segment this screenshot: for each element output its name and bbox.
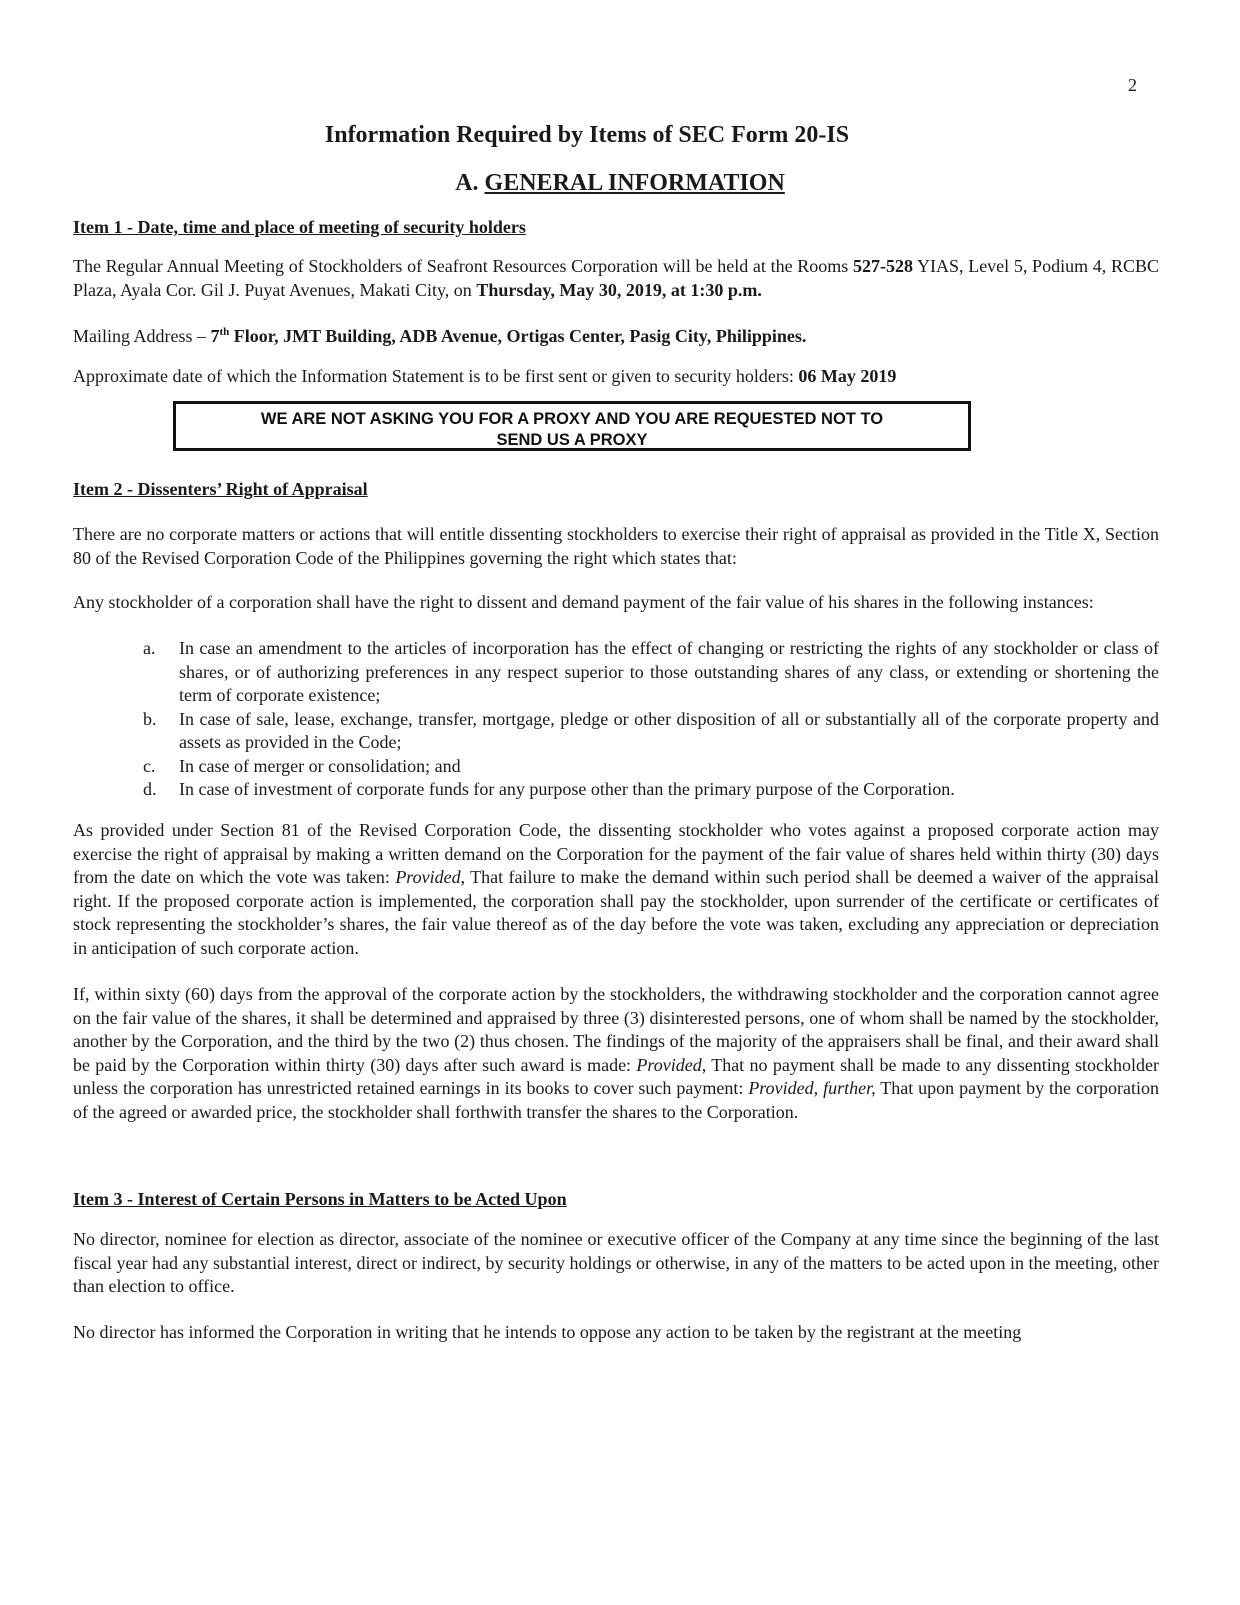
section-heading [0,168,1240,198]
appraisal-intro-paragraph: There are no corporate matters or actions that will entitle dissenting stockholders to exercise their right of appraisal as provided in the Title X, Section 80 of the Revised Corporation Code of the Philippines governing the right which states that: [73,524,1159,568]
section-81-text-continued: , That failure to make the demand within such period shall be deemed a waiver of the appraisal right. If the proposed corporate action is implemented, the corporation shall pay the stockholder, upon surrender of the certificate or certificates of stock representing the stockholder’s shares, the fair value thereof as of the day before the vote was taken, excluding any appreciation or depreciation in anticipation of such corporate action. [73,867,1159,958]
list-item-text: In case of sale, lease, exchange, transfer, mortgage, pledge or other disposition of all or substantially all of the corporate property and assets as provided in the Code; [179,708,1159,752]
list-item-text: In case of merger or consolidation; and [179,755,461,776]
mailing-floor: 7 [210,326,220,346]
provided-term: Provided [636,1054,702,1075]
section-81-paragraph [73,819,1159,960]
list-item-text: In case of investment of corporate funds for any purpose other than the primary purpose of the Corporation. [179,779,955,799]
section-title: GENERAL INFORMATION [484,170,785,196]
proxy-notice-line-1: WE ARE NOT ASKING YOU FOR A PROXY AND YOU ARE REQUESTED NOT TO [260,410,884,428]
provided-further-term: Provided, further, [748,1078,876,1098]
page-number: 2 [1128,75,1137,95]
appraisal-valuation-paragraph [73,983,1159,1124]
list-item-marker: a. [143,638,156,658]
item-1-heading: Item 1 - Date, time and place of meeting of security holders [73,217,526,237]
mailing-address [73,325,1159,349]
list-item-marker: d. [143,779,157,799]
mailing-address-value: Floor, JMT Building, ADB Avenue, Ortigas Center, Pasig City, Philippines. [229,326,807,346]
valuation-text: If, within sixty (60) days from the approval of the corporate action by the stockholders, the withdrawing stockholder and the corporation cannot agree on the fair value of the shares, it shall be determined and appraised by three (3) disinterested persons, one of whom shall be named by the stockholder, another by the Corporation, and the third by the two (2) thus chosen. The findings of the majority of the appraisers shall be final, and their award shall be paid by the Corporation within thirty (30) days after such award is made: [73,984,1159,1075]
approximate-date-label: Approximate date of which the Information Statement is to be first sent or given to security holders: [73,366,799,386]
valuation-text-continued: , That no payment shall be made to any dissenting stockholder unless the corporation has unrestricted retained earnings in its books to cover such payment: [73,1054,1160,1098]
section-81-text: As provided under Section 81 of the Revised Corporation Code, the dissenting stockholder who votes against a proposed corporate action may exercise the right of appraisal by making a written demand on the Corporation for the payment of the fair value of shares held within thirty (30) days from the date on which the vote was taken: [73,820,1159,887]
document-title: Information Required by Items of SEC Form 20-IS [324,122,850,148]
list-item [143,755,1159,779]
proxy-notice-box [173,401,971,451]
list-item [143,778,1159,802]
meeting-text: The Regular Annual Meeting of Stockholders of Seafront Resources Corporation will be held at the Rooms [73,256,853,276]
list-item-text: In case an amendment to the articles of incorporation has the effect of changing or restricting the rights of any stockholder or class of shares, or of authorizing preferences in any respect superior to those outstanding shares of any class, or extending or shortening the term of corporate existence; [179,638,1159,705]
mailing-label: Mailing Address – [73,326,211,346]
list-item [143,637,1159,708]
meeting-datetime: Thursday, May 30, 2019, at 1:30 p.m. [476,279,762,300]
approximate-date-value: 06 May 2019 [798,366,897,386]
director-interest-paragraph: No director, nominee for election as director, associate of the nominee or executive officer of the Company at any time since the beginning of the last fiscal year had any substantial interest, direct or indirect, by security holdings or otherwise, in any of the matters to be acted upon in the meeting, other than election to office. [73,1229,1159,1296]
list-item-marker: c. [143,755,156,776]
item-2-heading: Item 2 - Dissenters’ Right of Appraisal [73,479,368,499]
section-letter: A. [455,170,479,196]
mailing-floor-sup: th [219,326,230,338]
provided-term: Provided [395,867,461,887]
director-opposition-paragraph: No director has informed the Corporation in writing that he intends to oppose any action to be taken by the registrant at the meeting [73,1322,1022,1342]
meeting-rooms: 527-528 [852,256,913,276]
dissent-instances-list [143,637,1159,802]
list-item [143,708,1159,755]
meeting-paragraph [73,255,1159,302]
proxy-notice-line-2: SEND US A PROXY [496,431,648,449]
valuation-text-end: That upon payment by the corporation of the agreed or awarded price, the stockholder shall forthwith transfer the shares to the Corporation. [73,1078,1159,1122]
approximate-date-line [73,365,1159,389]
right-to-dissent-paragraph: Any stockholder of a corporation shall have the right to dissent and demand payment of the fair value of his shares in the following instances: [73,592,1094,612]
meeting-location: YIAS, Level 5, Podium 4, RCBC Plaza, Ayala Cor. Gil J. Puyat Avenues, Makati City, on [73,256,1159,300]
item-3-heading: Item 3 - Interest of Certain Persons in Matters to be Acted Upon [73,1189,567,1209]
list-item-marker: b. [143,708,157,729]
